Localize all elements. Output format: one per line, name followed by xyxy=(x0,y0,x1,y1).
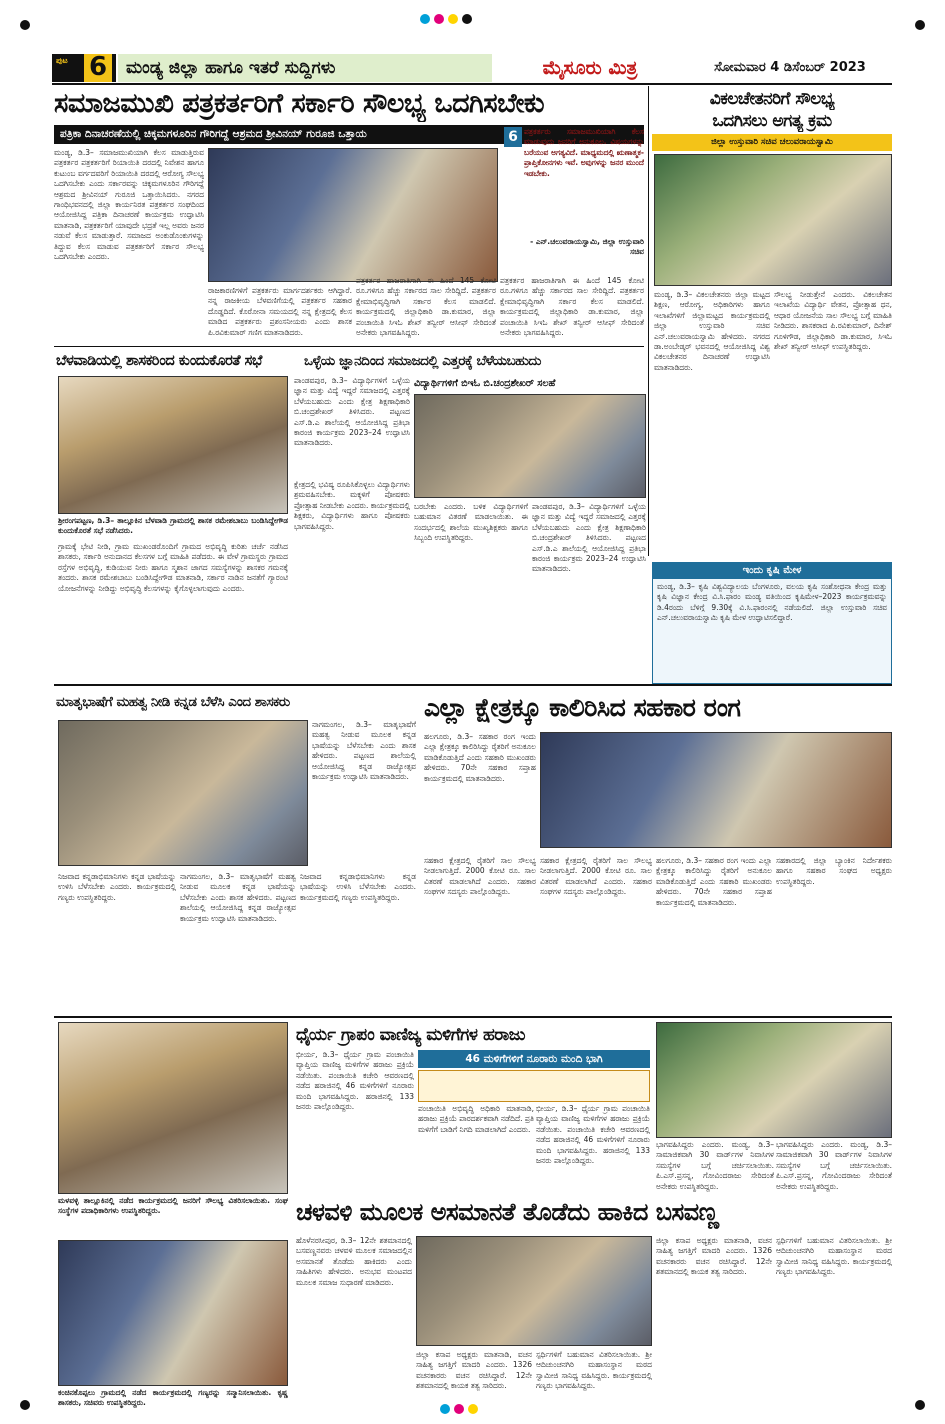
article2-body-2: ಸೌಲಭ್ಯ ನೀಡುತ್ತೇನೆ ಎಂದರು. ವಿಕಲಚೇತನ ಇಲಾಖೆಯ ವಿದ್ಯಾರ್ಥಿ ವೇತನ, ಪ್ರೋತ್ಸಾಹ ಧನ, ಆಧಾರ ಯೋಜನೆಯ ಸಾಲ ಸೌಲಭ್ಯ ಬಗ್ಗೆ ಮಾಹಿತಿ ನೀಡಿದರು. ಶಾಸಕರಾದ ಪಿ.ರವಿಕುಮಾರ್, ದಿನೇಶ್ ಗೂಳಿಗೌಡ, ಜಿಲ್ಲಾಧಿಕಾರಿ ಡಾ.ಕುಮಾರ, ಸಿಇಓ ಶೇಖ್ ತನ್ವೀರ್ ಆಸೀಫ್ ಉಪಸ್ಥಿತರಿದ್ದರು. xyxy=(774,290,892,352)
article6-body-5: ಸಹಕಾರದಲ್ಲಿ ಜಿಲ್ಲಾ ಬ್ಯಾಂಕಿನ ನಿರ್ದೇಶಕರು ಹಾಗೂ ಸಹಕಾರ ಸಂಘದ ಅಧ್ಯಕ್ಷರು ಉಪಸ್ಥಿತರಿದ್ದರು. xyxy=(776,856,892,886)
article8-body-4: ಜಿಲ್ಲಾ ಕಸಾಪ ಅಧ್ಯಕ್ಷರು ಮಾತನಾಡಿ, ವಚನ ಸಾಹಿತ್ಯ ಜಗತ್ತಿಗೆ ಮಾದರಿ ಎಂದರು. 1326 ವಚನಕಾರರು ವಚನ ರಚಿಸಿದ್ದಾರೆ. 12ನೇ ಶತಮಾನದಲ್ಲಿ ಕಾಯಕ ತತ್ವ ಸಾರಿದರು. xyxy=(656,1236,772,1277)
article7-photo-left xyxy=(58,1022,288,1194)
article7-body-2: ಪಂಚಾಯಿತಿ ಅಭಿವೃದ್ಧಿ ಅಧಿಕಾರಿ ಮಾತನಾಡಿ, ಹರಾಜು ಪ್ರಕ್ರಿಯೆ ಪಾರದರ್ಶಕವಾಗಿ ನಡೆದಿದೆ. ಪ್ರತಿ ಮಳಿಗೆಗೆ ಬಾಡಿಗೆ ನಿಗದಿ ಮಾಡಲಾಗಿದೆ ಎಂದರು. xyxy=(418,1104,534,1134)
article6-body-2: ಸಹಕಾರ ಕ್ಷೇತ್ರದಲ್ಲಿ ರೈತರಿಗೆ ಸಾಲ ಸೌಲಭ್ಯ ನೀಡಲಾಗುತ್ತಿದೆ. 2000 ಕೋಟಿ ರೂ. ಸಾಲ ವಿತರಣೆ ಮಾಡಲಾಗಿದೆ ಎಂದರು. ಸಹಕಾರ ಸಂಘಗಳ ಸದಸ್ಯರು ಪಾಲ್ಗೊಂಡಿದ್ದರು. xyxy=(424,856,536,897)
article5-body-4: ನಿಜವಾದ ಕನ್ನಡಾಭಿಮಾನಿಗಳು ಕನ್ನಡ ಭಾಷೆಯನ್ನು ಉಳಿಸಿ ಬೆಳೆಸಬೇಕು ಎಂದರು. ಕಾರ್ಯಕ್ರಮದಲ್ಲಿ ಗಣ್ಯರು ಉಪಸ್ಥಿತರಿದ್ದರು. xyxy=(300,872,416,902)
column-divider xyxy=(648,86,649,556)
article1-body-mid2: ಪತ್ರಕರ್ತರ ಹಾಜರಾತಿಗಾಗಿ ಈ ಹಿಂದೆ 145 ಕೋಟಿ ರೂ.ಗಳಿಗೂ ಹೆಚ್ಚು ಸರ್ಕಾರದ ಸಾಲ ಸೇರಿದ್ದಿದೆ. ಪತ್ರಕರ್ತರ ಕ್ಷೇಮಾಭಿವೃದ್ಧಿಗಾಗಿ ಸರ್ಕಾರ ಕೆಲಸ ಮಾಡಲಿದೆ. ಕಾರ್ಯಕ್ರಮದಲ್ಲಿ ಜಿಲ್ಲಾಧಿಕಾರಿ ಡಾ.ಕುಮಾರ, ಜಿಲ್ಲಾ ಪಂಚಾಯಿತಿ ಸಿಇಓ ಶೇಖ್ ತನ್ವೀರ್ ಆಸೀಫ್ ಸೇರಿದಂತೆ ಅನೇಕರು ಭಾಗವಹಿಸಿದ್ದರು. xyxy=(356,276,496,338)
article1-body-mid: ರಾಜಕಾರಣಿಗಳಿಗೆ ಪತ್ರಕರ್ತರು ಮಾರ್ಗದರ್ಶಕರು ಆಗಿದ್ದಾರೆ. ನನ್ನ ರಾಜಕೀಯ ಬೆಳವಣಿಗೆಯಲ್ಲಿ ಪತ್ರಕರ್ತರ ಸಹಕಾರ ದೊಡ್ಡದಿದೆ. ಕೊರೋನಾ ಸಮಯದಲ್ಲಿ ನನ್ನ ಕ್ಷೇತ್ರದಲ್ಲಿ ಕೆಲಸ ಮಾಡಿದ ಪತ್ರಕರ್ತರು ಪ್ರಶಂಸನೀಯರು ಎಂದು ಶಾಸಕ ಪಿ.ರವಿಕುಮಾರ್ ಗಣಿಗ ಮಾತನಾಡಿದರು. xyxy=(208,286,352,337)
article2-body-1: ಮಂಡ್ಯ, ಡಿ.3– ವಿಕಲಚೇತನರು ಜಿಲ್ಲಾ ಮಟ್ಟದ ಶಿಕ್ಷಣ, ಆರೋಗ್ಯ, ಅಧಿಕಾರಿಗಳು ಹಾಗೂ ಇಲಾಖೆಗಳಿಗೆ ಜಿಲ್ಲಾಮಟ್ಟದ ಕಾರ್ಯಕ್ರಮದಲ್ಲಿ ಜಿಲ್ಲಾ ಉಸ್ತುವಾರಿ ಸಚಿವ ಎನ್.ಚಲುವರಾಯಸ್ವಾಮಿ ಹೇಳಿದರು. ನಗರದ ಡಾ.ಅಂಬೇಡ್ಕರ್ ಭವನದಲ್ಲಿ ಆಯೋಜಿಸಿದ್ದ ವಿಶ್ವ ವಿಕಲಚೇತನರ ದಿನಾಚರಣೆ ಉದ್ಘಾಟಿಸಿ ಮಾತನಾಡಿದರು. xyxy=(654,290,770,372)
article6-photo xyxy=(540,732,892,848)
registration-dot xyxy=(915,1400,925,1410)
article7-photo-caption: ಮಳವಳ್ಳಿ ತಾಲ್ಲೂಕಿನಲ್ಲಿ ನಡೆದ ಕಾರ್ಯಕ್ರಮದಲ್ಲಿ ಜನರಿಗೆ ಸೌಲಭ್ಯ ವಿತರಿಸಲಾಯಿತು. ಸಂಘ ಸಂಸ್ಥೆಗಳ ಪದಾಧಿಕಾರಿಗಳು ಉಪಸ್ಥಿತರಿದ್ದರು. xyxy=(58,1196,288,1216)
article2-kicker: ಜಿಲ್ಲಾ ಉಸ್ತುವಾರಿ ಸಚಿವ ಚಲುವರಾಯಸ್ವಾಮಿ xyxy=(652,134,892,151)
article4-body-3: ಬರಬೇಕು ಎಂದರು. ಬಳಿಕ ವಿದ್ಯಾರ್ಥಿಗಳಿಗೆ ಬಹುಮಾನ ವಿತರಣೆ ಮಾಡಲಾಯಿತು. ಈ ಸಂದರ್ಭದಲ್ಲಿ ಶಾಲೆಯ ಮುಖ್ಯಶಿಕ್ಷಕರು ಹಾಗೂ ಸಿಬ್ಬಂದಿ ಉಪಸ್ಥಿತರಿದ್ದರು. xyxy=(414,502,528,543)
article5-body-2: ನಿಜವಾದ ಕನ್ನಡಾಭಿಮಾನಿಗಳು ಕನ್ನಡ ಭಾಷೆಯನ್ನು ಉಳಿಸಿ ಬೆಳೆಸಬೇಕು ಎಂದರು. ಕಾರ್ಯಕ್ರಮದಲ್ಲಿ ಗಣ್ಯರು ಉಪಸ್ಥಿತರಿದ್ದರು. xyxy=(58,872,176,902)
article4-body-2: ಕ್ಷೇತ್ರದಲ್ಲಿ ಭವಿಷ್ಯ ರೂಪಿಸಿಕೊಳ್ಳಲು ವಿದ್ಯಾರ್ಥಿಗಳು ಶ್ರಮವಹಿಸಬೇಕು. ಮಕ್ಕಳಿಗೆ ಪೋಷಕರು ಪ್ರೋತ್ಸಾಹ ನೀಡಬೇಕು ಎಂದರು. ಕಾರ್ಯಕ್ರಮದಲ್ಲಿ ಶಿಕ್ಷಕರು, ವಿದ್ಯಾರ್ಥಿಗಳು ಹಾಗೂ ಪೋಷಕರು ಭಾಗವಹಿಸಿದ್ದರು. xyxy=(294,480,410,531)
article8-body-2: ಜಿಲ್ಲಾ ಕಸಾಪ ಅಧ್ಯಕ್ಷರು ಮಾತನಾಡಿ, ವಚನ ಸಾಹಿತ್ಯ ಜಗತ್ತಿಗೆ ಮಾದರಿ ಎಂದರು. 1326 ವಚನಕಾರರು ವಚನ ರಚಿಸಿದ್ದಾರೆ. 12ನೇ ಶತಮಾನದಲ್ಲಿ ಕಾಯಕ ತತ್ವ ಸಾರಿದರು. xyxy=(416,1350,532,1391)
section-title: ಮಂಡ್ಯ ಜಿಲ್ಲಾ ಹಾಗೂ ಇತರೆ ಸುದ್ದಿಗಳು xyxy=(118,54,492,82)
article1-headline: ಸಮಾಜಮುಖಿ ಪತ್ರಕರ್ತರಿಗೆ ಸರ್ಕಾರಿ ಸೌಲಭ್ಯ ಒದಗಿಸಬೇಕು xyxy=(54,88,545,119)
article1-body-left: ಮಂಡ್ಯ, ಡಿ.3– ಸಮಾಜಮುಖಿಯಾಗಿ ಕೆಲಸ ಮಾಡುತ್ತಿರುವ ಪತ್ರಕರ್ತರ ಪತ್ರಕರ್ತರಿಗೆ ರಿಯಾಯಿತಿ ದರದಲ್ಲಿ ನಿವೇಶನ ಹಾಗೂ ಕುಟುಂಬ ವರ್ಗದವರಿಗೆ ರಿಯಾಯಿತಿ ದರದಲ್ಲಿ ಆರೋಗ್ಯ ಸೌಲಭ್ಯ ಒದಗಿಸಬೇಕು ಎಂದು ಸರ್ಕಾರವನ್ನು ಚಿಕ್ಕಮಗಳೂರಿನ ಗೌರಿಗದ್ದೆ ಆಶ್ರಮದ ಶ್ರೀವಿನಯ್ ಗುರೂಜಿ ಒತ್ತಾಯಿಸಿದರು. ನಗರದ ಗಾಂಧಿಭವನದಲ್ಲಿ ಜಿಲ್ಲಾ ಕಾರ್ಯನಿರತ ಪತ್ರಕರ್ತರ ಸಂಘದಿಂದ ಆಯೋಜಿಸಿದ್ದ ಪತ್ರಿಕಾ ದಿನಾಚರಣೆ ಕಾರ್ಯಕ್ರಮ ಉದ್ಘಾಟಿಸಿ ಮಾತನಾಡಿ, ಪತ್ರಕರ್ತರಿಗೆ ಯಾವುದೇ ಭದ್ರತೆ ಇಲ್ಲ ಅವರು ಜನರ ನಡುವೆ ಕೆಲಸ ಮಾಡುತ್ತಾರೆ. ಸಮಾಜದ ಅಂಕುಡೊಂಕುಗಳನ್ನು ತಿದ್ದುವ ಕೆಲಸ ಮಾಡುವ ಪತ್ರಕರ್ತರಿಗೆ ಸರ್ಕಾರ ಸೌಲಭ್ಯ ಒದಗಿಸಬೇಕು ಎಂದರು. xyxy=(54,148,204,262)
rule-article7 xyxy=(54,1016,892,1018)
masthead xyxy=(52,54,892,82)
newspaper-name: ಮೈಸೂರು ಮಿತ್ರ xyxy=(542,57,638,79)
article1-quote xyxy=(504,127,644,273)
registration-dot xyxy=(434,14,444,24)
registration-dot xyxy=(448,14,458,24)
registration-dot xyxy=(468,1404,478,1414)
article7-body-3: ಭೀರ್ಯ, ಡಿ.3– ಧೈರ್ಯ ಗ್ರಾಮ ಪಂಚಾಯಿತಿ ವ್ಯಾಪ್ತಿಯ ವಾಣಿಜ್ಯ ಮಳಿಗೆಗಳ ಹರಾಜು ಪ್ರಕ್ರಿಯೆ ನಡೆಯಿತು. ಪಂಚಾಯಿತಿ ಕಚೇರಿ ಆವರಣದಲ್ಲಿ ನಡೆದ ಹರಾಜಿನಲ್ಲಿ 46 ಮಳಿಗೆಗಳಿಗೆ ನೂರಾರು ಮಂದಿ ಭಾಗವಹಿಸಿದ್ದರು. ಹರಾಜಿನಲ್ಲಿ 133 ಜನರು ಪಾಲ್ಗೊಂಡಿದ್ದರು. xyxy=(536,1104,650,1166)
article3-body: ಗ್ರಾಮಕ್ಕೆ ಭೇಟಿ ನೀಡಿ, ಗ್ರಾಮ ಮುಖಂಡರೊಂದಿಗೆ ಗ್ರಾಮದ ಅಭಿವೃದ್ಧಿ ಕುರಿತು ಚರ್ಚೆ ನಡೆಸಿದ ಶಾಸಕರು, ಸರ್ಕಾರಿ ಅನುದಾನದ ಕೆಲಸಗಳ ಬಗ್ಗೆ ಮಾಹಿತಿ ಪಡೆದರು. ಈ ವೇಳೆ ಗ್ರಾಮಸ್ಥರು ಗ್ರಾಮದ ರಸ್ತೆಗಳ ಅಭಿವೃದ್ಧಿ, ಕುಡಿಯುವ ನೀರು ಹಾಗೂ ಸ್ಮಶಾನ ಜಾಗದ ಸಮಸ್ಯೆಗಳನ್ನು ಶಾಸಕರ ಗಮನಕ್ಕೆ ತಂದರು. ಶಾಸಕ ರಮೇಶಬಾಬು ಬಂಡಿಸಿದ್ದೇಗೌಡ ಮಾತನಾಡಿ, ಸರ್ಕಾರ ನಾಡಿನ ಜನತೆಗೆ ಗ್ಯಾರಂಟಿ ಯೋಜನೆಗಳನ್ನು ನೀಡಿದ್ದು ಅಭಿವೃದ್ಧಿ ಕೆಲಸಗಳನ್ನು ಕೈಗೊಳ್ಳಲಾಗುವುದು ಎಂದರು. xyxy=(58,542,288,593)
rule-article3 xyxy=(54,346,644,347)
article1-photo xyxy=(208,148,498,282)
article8-body-1: ಹೊಳೆನರಸೀಪುರ, ಡಿ.3– 12ನೇ ಶತಮಾನದಲ್ಲಿ ಬಸವಣ್ಣನವರು ಚಳವಳಿ ಮೂಲಕ ಸಮಾಜದಲ್ಲಿನ ಅಸಮಾನತೆ ತೊಡೆದು ಹಾಕಿದರು ಎಂದು ಸಾಹಿತಿಗಳು ಹೇಳಿದರು. ಅನುಭವ ಮಂಟಪದ ಮೂಲಕ ಸಮಾಜ ಸುಧಾರಣೆ ಮಾಡಿದರು. xyxy=(296,1236,412,1287)
registration-dot xyxy=(915,20,925,30)
article6-body-4: ಹಲಗೂರು, ಡಿ.3– ಸಹಕಾರ ರಂಗ ಇಂದು ಎಲ್ಲಾ ಕ್ಷೇತ್ರಕ್ಕೂ ಕಾಲಿರಿಸಿದ್ದು ರೈತರಿಗೆ ಅನುಕೂಲ ಮಾಡಿಕೊಡುತ್ತಿದೆ ಎಂದು ಸಹಕಾರಿ ಮುಖಂಡರು ಹೇಳಿದರು. 70ನೇ ಸಹಕಾರ ಸಪ್ತಾಹ ಕಾರ್ಯಕ್ರಮದಲ್ಲಿ ಮಾತನಾಡಿದರು. xyxy=(656,856,772,907)
article3-caption: ಶ್ರೀರಂಗಪಟ್ಟಣ, ಡಿ.3– ತಾಲ್ಲೂಕಿನ ಬೆಳವಾಡಿ ಗ್ರಾಮದಲ್ಲಿ ಶಾಸಕ ರಮೇಶಬಾಬು ಬಂಡಿಸಿದ್ದೇಗೌಡ ಕುಂದುಕೊರತೆ ಸಭೆ ನಡೆಸಿದರು. xyxy=(58,516,288,536)
agri-fair-title: ಇಂದು ಕೃಷಿ ಮೇಳ xyxy=(653,563,891,579)
page-number: 6 xyxy=(84,54,112,82)
article7-right-body-2: ಭಾಗವಹಿಸಿದ್ದರು ಎಂದರು. ಮಂಡ್ಯ, ಡಿ.3– ಸಾಮಾಜಿಕವಾಗಿ 30 ವಾರ್ಡ್‌ಗಳ ನಿವಾಸಿಗಳ ಸಮಸ್ಯೆಗಳ ಬಗ್ಗೆ ಚರ್ಚಿಸಲಾಯಿತು. ಪಿ.ಎಸ್.ಪ್ರಸನ್ನ, ಗೋವಿಂದರಾಜು ಸೇರಿದಂತೆ ಅನೇಕರು ಉಪಸ್ಥಿತರಿದ್ದರು. xyxy=(776,1140,892,1191)
article7-photo-right xyxy=(656,1022,892,1138)
issue-date: ಸೋಮವಾರ 4 ಡಿಸೆಂಬರ್ 2023 xyxy=(714,60,866,75)
registration-dot xyxy=(20,1400,30,1410)
article8-headline: ಚಳವಳಿ ಮೂಲಕ ಅಸಮಾನತೆ ತೊಡೆದು ಹಾಕಿದ ಬಸವಣ್ಣ xyxy=(296,1198,719,1226)
article7-photo-mid xyxy=(418,1070,650,1102)
article7-banner: 46 ಮಳಿಗೆಗಳಿಗೆ ನೂರಾರು ಮಂದಿ ಭಾಗಿ xyxy=(418,1050,650,1068)
article4-body-4: ಪಾಂಡವಪುರ, ಡಿ.3– ವಿದ್ಯಾರ್ಥಿಗಳಿಗೆ ಒಳ್ಳೆಯ ಜ್ಞಾನ ಮತ್ತು ವಿದ್ಯೆ ಇದ್ದರೆ ಸಮಾಜದಲ್ಲಿ ಎತ್ತರಕ್ಕೆ ಬೆಳೆಯಬಹುದು ಎಂದು ಕ್ಷೇತ್ರ ಶಿಕ್ಷಣಾಧಿಕಾರಿ ಬಿ.ಚಂದ್ರಶೇಖರ್ ತಿಳಿಸಿದರು. ಪಟ್ಟಣದ ಎಸ್.ಡಿ.ಎ ಶಾಲೆಯಲ್ಲಿ ಆಯೋಜಿಸಿದ್ದ ಪ್ರತಿಭಾ ಕಾರಂಜಿ ಕಾರ್ಯಕ್ರಮ 2023–24 ಉದ್ಘಾಟಿಸಿ ಮಾತನಾಡಿದರು. xyxy=(532,502,646,574)
article6-body-3: ಸಹಕಾರ ಕ್ಷೇತ್ರದಲ್ಲಿ ರೈತರಿಗೆ ಸಾಲ ಸೌಲಭ್ಯ ನೀಡಲಾಗುತ್ತಿದೆ. 2000 ಕೋಟಿ ರೂ. ಸಾಲ ವಿತರಣೆ ಮಾಡಲಾಗಿದೆ ಎಂದರು. ಸಹಕಾರ ಸಂಘಗಳ ಸದಸ್ಯರು ಪಾಲ್ಗೊಂಡಿದ್ದರು. xyxy=(540,856,652,897)
article1-subhead: ಪತ್ರಿಕಾ ದಿನಾಚರಣೆಯಲ್ಲಿ ಚಿಕ್ಕಮಗಳೂರಿನ ಗೌರಿಗದ್ದೆ ಆಶ್ರಮದ ಶ್ರೀವಿನಯ್ ಗುರೂಜಿ ಒತ್ತಾಯ xyxy=(54,125,644,144)
quote-text: ಪತ್ರಕರ್ತರು ಸಮಾಜಮುಖಿಯಾಗಿ ಕೆಲಸ ಮಾಡುವುದು ಜನರಿಗೆ ಅನುಕೂಲ. ವಿಷಯಗಳನ್ನು ಬರೆಯುವ ಅಗತ್ಯವಿದೆ. ಮಾಧ್ಯಮದಲ್ಲಿ ಋಣಾತ್ಮಕ-ಪ್ರಾಪ್ತಿಕೋನಗಳು ಇವೆ. ಅವುಗಳನ್ನು ಜನರ ಮುಂದೆ ಇಡಬೇಕು. xyxy=(524,127,644,178)
agri-fair-box xyxy=(652,562,892,684)
registration-dot xyxy=(462,14,472,24)
article8-photo-left xyxy=(58,1240,288,1386)
quote-number: 6 xyxy=(504,127,522,147)
article3-photo xyxy=(58,376,288,514)
article8-body-5: ಸ್ಪರ್ಧಿಗಳಿಗೆ ಬಹುಮಾನ ವಿತರಿಸಲಾಯಿತು. ಶ್ರೀ ಆದಿಚುಂಚನಗಿರಿ ಮಹಾಸಂಸ್ಥಾನ ಮಠದ ಸ್ವಾಮೀಜಿ ಸಾನಿಧ್ಯ ವಹಿಸಿದ್ದರು. ಕಾರ್ಯಕ್ರಮದಲ್ಲಿ ಗಣ್ಯರು ಭಾಗವಹಿಸಿದ್ದರು. xyxy=(776,1236,892,1277)
article5-headline: ಮಾತೃಭಾಷೆಗೆ ಮಹತ್ವ ನೀಡಿ ಕನ್ನಡ ಬೆಳೆಸಿ ಎಂದ ಶಾಸಕರು xyxy=(56,694,290,710)
article6-body-1: ಹಲಗೂರು, ಡಿ.3– ಸಹಕಾರ ರಂಗ ಇಂದು ಎಲ್ಲಾ ಕ್ಷೇತ್ರಕ್ಕೂ ಕಾಲಿರಿಸಿದ್ದು ರೈತರಿಗೆ ಅನುಕೂಲ ಮಾಡಿಕೊಡುತ್ತಿದೆ ಎಂದು ಸಹಕಾರಿ ಮುಖಂಡರು ಹೇಳಿದರು. 70ನೇ ಸಹಕಾರ ಸಪ್ತಾಹ ಕಾರ್ಯಕ್ರಮದಲ್ಲಿ ಮಾತನಾಡಿದರು. xyxy=(424,732,536,783)
article8-body-3: ಸ್ಪರ್ಧಿಗಳಿಗೆ ಬಹುಮಾನ ವಿತರಿಸಲಾಯಿತು. ಶ್ರೀ ಆದಿಚುಂಚನಗಿರಿ ಮಹಾಸಂಸ್ಥಾನ ಮಠದ ಸ್ವಾಮೀಜಿ ಸಾನಿಧ್ಯ ವಹಿಸಿದ್ದರು. ಕಾರ್ಯಕ್ರಮದಲ್ಲಿ ಗಣ್ಯರು ಭಾಗವಹಿಸಿದ್ದರು. xyxy=(536,1350,652,1391)
masthead-rule xyxy=(52,83,892,85)
article4-body-1: ಪಾಂಡವಪುರ, ಡಿ.3– ವಿದ್ಯಾರ್ಥಿಗಳಿಗೆ ಒಳ್ಳೆಯ ಜ್ಞಾನ ಮತ್ತು ವಿದ್ಯೆ ಇದ್ದರೆ ಸಮಾಜದಲ್ಲಿ ಎತ್ತರಕ್ಕೆ ಬೆಳೆಯಬಹುದು ಎಂದು ಕ್ಷೇತ್ರ ಶಿಕ್ಷಣಾಧಿಕಾರಿ ಬಿ.ಚಂದ್ರಶೇಖರ್ ತಿಳಿಸಿದರು. ಪಟ್ಟಣದ ಎಸ್.ಡಿ.ಎ ಶಾಲೆಯಲ್ಲಿ ಆಯೋಜಿಸಿದ್ದ ಪ್ರತಿಭಾ ಕಾರಂಜಿ ಕಾರ್ಯಕ್ರಮ 2023–24 ಉದ್ಘಾಟಿಸಿ ಮಾತನಾಡಿದರು. xyxy=(294,376,410,448)
article1-body-right: ಪತ್ರಕರ್ತರ ಹಾಜರಾತಿಗಾಗಿ ಈ ಹಿಂದೆ 145 ಕೋಟಿ ರೂ.ಗಳಿಗೂ ಹೆಚ್ಚು ಸರ್ಕಾರದ ಸಾಲ ಸೇರಿದ್ದಿದೆ. ಪತ್ರಕರ್ತರ ಕ್ಷೇಮಾಭಿವೃದ್ಧಿಗಾಗಿ ಸರ್ಕಾರ ಕೆಲಸ ಮಾಡಲಿದೆ. ಕಾರ್ಯಕ್ರಮದಲ್ಲಿ ಜಿಲ್ಲಾಧಿಕಾರಿ ಡಾ.ಕುಮಾರ, ಜಿಲ್ಲಾ ಪಂಚಾಯಿತಿ ಸಿಇಓ ಶೇಖ್ ತನ್ವೀರ್ ಆಸೀಫ್ ಸೇರಿದಂತೆ ಅನೇಕರು ಭಾಗವಹಿಸಿದ್ದರು. xyxy=(500,276,644,338)
registration-dot xyxy=(440,1404,450,1414)
registration-dot xyxy=(20,20,30,30)
page-label: ಪುಟ xyxy=(56,56,68,65)
article7-headline: ಧೈರ್ಯ ಗ್ರಾಪಂ ವಾಣಿಜ್ಯ ಮಳಿಗೆಗಳ ಹರಾಜು xyxy=(296,1025,526,1045)
article4-headline: ಒಳ್ಳೆಯ ಜ್ಞಾನದಿಂದ ಸಮಾಜದಲ್ಲಿ ಎತ್ತರಕ್ಕೆ ಬೆಳೆಯಬಹುದು xyxy=(304,353,541,369)
article7-body: ಭೀರ್ಯ, ಡಿ.3– ಧೈರ್ಯ ಗ್ರಾಮ ಪಂಚಾಯಿತಿ ವ್ಯಾಪ್ತಿಯ ವಾಣಿಜ್ಯ ಮಳಿಗೆಗಳ ಹರಾಜು ಪ್ರಕ್ರಿಯೆ ನಡೆಯಿತು. ಪಂಚಾಯಿತಿ ಕಚೇರಿ ಆವರಣದಲ್ಲಿ ನಡೆದ ಹರಾಜಿನಲ್ಲಿ 46 ಮಳಿಗೆಗಳಿಗೆ ನೂರಾರು ಮಂದಿ ಭಾಗವಹಿಸಿದ್ದರು. ಹರಾಜಿನಲ್ಲಿ 133 ಜನರು ಪಾಲ್ಗೊಂಡಿದ್ದರು. xyxy=(296,1050,414,1112)
article4-photo xyxy=(414,394,646,498)
quote-author: - ಎನ್.ಚಲುವರಾಯಸ್ವಾಮಿ, ಜಿಲ್ಲಾ ಉಸ್ತುವಾರಿ ಸಚಿವ xyxy=(530,237,644,257)
article5-photo xyxy=(58,720,308,866)
article2-headline-1: ವಿಕಲಚೇತನರಿಗೆ ಸೌಲಭ್ಯ xyxy=(709,89,835,109)
article6-headline: ಎಲ್ಲಾ ಕ್ಷೇತ್ರಕ್ಕೂ ಕಾಲಿರಿಸಿದ ಸಹಕಾರ ರಂಗ xyxy=(424,693,741,722)
article5-body-1: ನಾಗಮಂಗಲ, ಡಿ.3– ಮಾತೃಭಾಷೆಗೆ ಮಹತ್ವ ನೀಡುವ ಮೂಲಕ ಕನ್ನಡ ಭಾಷೆಯನ್ನು ಬೆಳೆಸಬೇಕು ಎಂದು ಶಾಸಕ ಹೇಳಿದರು. ಪಟ್ಟಣದ ಶಾಲೆಯಲ್ಲಿ ಆಯೋಜಿಸಿದ್ದ ಕನ್ನಡ ರಾಜ್ಯೋತ್ಸವ ಕಾರ್ಯಕ್ರಮ ಉದ್ಘಾಟಿಸಿ ಮಾತನಾಡಿದರು. xyxy=(312,720,416,782)
registration-dot xyxy=(420,14,430,24)
article4-subhead: ವಿದ್ಯಾರ್ಥಿಗಳಿಗೆ ಬಿಇಓ ಬಿ.ಚಂದ್ರಶೇಖರ್ ಸಲಹೆ xyxy=(414,378,556,389)
agri-fair-body: ಮಂಡ್ಯ, ಡಿ.3– ಕೃಷಿ ವಿಶ್ವವಿದ್ಯಾಲಯ ಬೆಂಗಳೂರು, ವಲಯ ಕೃಷಿ ಸಂಶೋಧನಾ ಕೇಂದ್ರ ಮತ್ತು ಕೃಷಿ ವಿಜ್ಞಾನ ಕೇಂದ್ರ ವಿ.ಸಿ.ಫಾರಂ ಮಂಡ್ಯ ವತಿಯಿಂದ ಕೃಷಿಮೇಳ–2023 ಕಾರ್ಯಕ್ರಮವನ್ನು ಡಿ.4ರಂದು ಬೆಳಿಗ್ಗೆ 9.30ಕ್ಕೆ ವಿ.ಸಿ.ಫಾರಂನಲ್ಲಿ ನಡೆಯಲಿದೆ. ಜಿಲ್ಲಾ ಉಸ್ತುವಾರಿ ಸಚಿವ ಎನ್.ಚಲುವರಾಯಸ್ವಾಮಿ ಕೃಷಿ ಮೇಳ ಉದ್ಘಾಟಿಸಲಿದ್ದಾರೆ. xyxy=(657,582,887,623)
rule-lower xyxy=(54,684,892,686)
article8-photo-mid xyxy=(416,1236,652,1346)
article8-photo-caption: ಕಂಚಿನಕೊಪ್ಪಲು ಗ್ರಾಮದಲ್ಲಿ ನಡೆದ ಕಾರ್ಯಕ್ರಮದಲ್ಲಿ ಗಣ್ಯರನ್ನು ಸನ್ಮಾನಿಸಲಾಯಿತು. ಕೃಷ್ಣ ಶಾಸಕರು, ಸಚಿವರು ಉಪಸ್ಥಿತರಿದ್ದರು. xyxy=(58,1388,288,1408)
article5-body-3: ನಾಗಮಂಗಲ, ಡಿ.3– ಮಾತೃಭಾಷೆಗೆ ಮಹತ್ವ ನೀಡುವ ಮೂಲಕ ಕನ್ನಡ ಭಾಷೆಯನ್ನು ಬೆಳೆಸಬೇಕು ಎಂದು ಶಾಸಕ ಹೇಳಿದರು. ಪಟ್ಟಣದ ಶಾಲೆಯಲ್ಲಿ ಆಯೋಜಿಸಿದ್ದ ಕನ್ನಡ ರಾಜ್ಯೋತ್ಸವ ಕಾರ್ಯಕ್ರಮ ಉದ್ಘಾಟಿಸಿ ಮಾತನಾಡಿದರು. xyxy=(180,872,296,923)
article7-right-body: ಭಾಗವಹಿಸಿದ್ದರು ಎಂದರು. ಮಂಡ್ಯ, ಡಿ.3– ಸಾಮಾಜಿಕವಾಗಿ 30 ವಾರ್ಡ್‌ಗಳ ನಿವಾಸಿಗಳ ಸಮಸ್ಯೆಗಳ ಬಗ್ಗೆ ಚರ್ಚಿಸಲಾಯಿತು. ಪಿ.ಎಸ್.ಪ್ರಸನ್ನ, ಗೋವಿಂದರಾಜು ಸೇರಿದಂತೆ ಅನೇಕರು ಉಪಸ್ಥಿತರಿದ್ದರು. xyxy=(656,1140,774,1191)
article2-photo xyxy=(654,154,892,286)
page-number-badge xyxy=(52,54,116,82)
article2-headline-2: ಒದಗಿಸಲು ಅಗತ್ಯ ಕ್ರಮ xyxy=(712,111,832,131)
registration-dot xyxy=(454,1404,464,1414)
article3-headline: ಬೆಳವಾಡಿಯಲ್ಲಿ ಶಾಸಕರಿಂದ ಕುಂದುಕೊರತೆ ಸಭೆ xyxy=(56,353,262,369)
